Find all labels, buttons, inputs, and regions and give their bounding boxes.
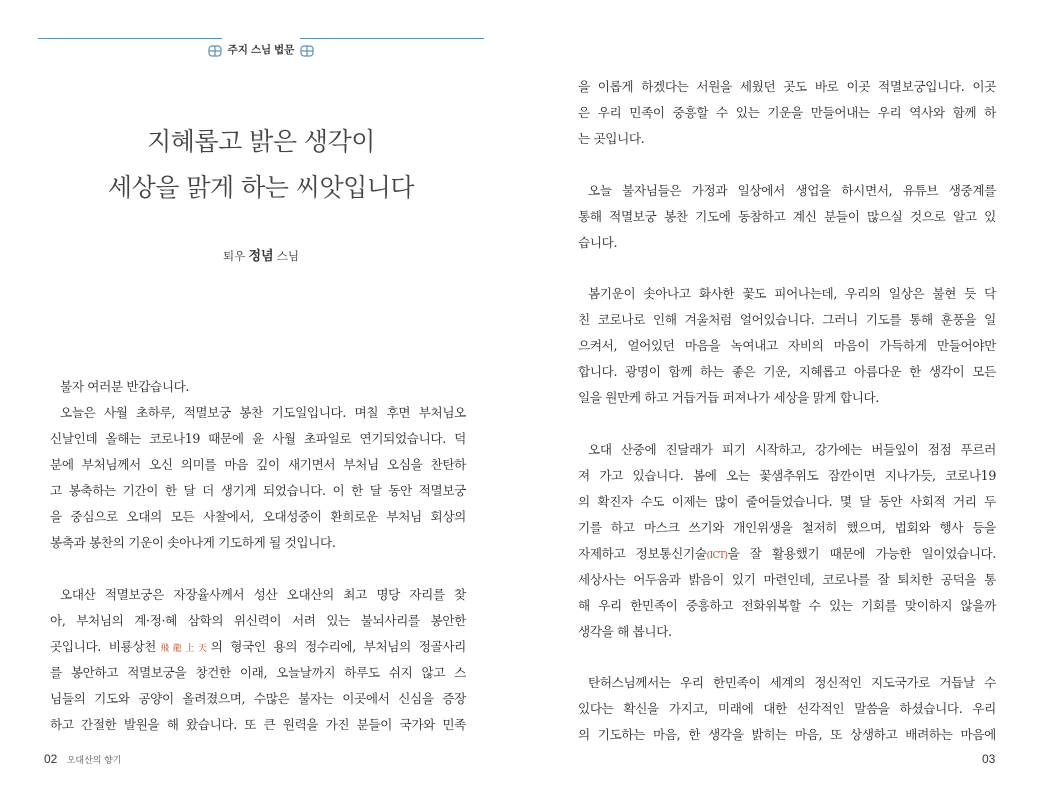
text-line: 신날인데 올해는 코로나19 때문에 윤 사월 초파일로 연기되었습니다. 덕 [50, 431, 466, 446]
lotus-ornament-icon [300, 43, 314, 57]
text-line: 기를 하고 마스크 쓰기와 개인위생을 철저히 했으며, 법회와 행사 등을 [578, 519, 996, 535]
left-column [50, 374, 466, 738]
text-line: 의 확진자 수도 이제는 많이 줄어들었습니다. 몇 달 동안 사회적 거리 두 [578, 493, 996, 509]
text-line-with-hanja: 곳입니다. 비룡상천飛龍上天의 형국인 용의 정수리에, 부처님의 정골사리 [50, 638, 466, 654]
text-line: 합니다. 광명이 함께 하는 좋은 기운, 지혜롭고 아름다운 한 생각이 모든 [578, 364, 996, 379]
author-prefix: 퇴우 [223, 251, 246, 263]
section-label: 주지 스님 법문 [222, 32, 301, 57]
text-line: 통해 적멸보궁 봉찬 기도에 동참하고 계신 분들이 많으실 것으로 알고 있 [578, 208, 996, 224]
text-line: 봄기운이 솟아나고 화사한 꽃도 피어나는데, 우리의 일상은 불현 듯 닥 [588, 286, 996, 301]
text-line: 오대산 적멸보궁은 자장율사께서 성산 오대산의 최고 명당 자리를 찾 [60, 586, 466, 602]
publication-name: 오대산의 향기 [66, 755, 122, 765]
text-line: 으켜서, 얼어있던 마음을 녹여내고 자비의 마음이 가득하게 만들어야만 [578, 338, 996, 353]
text-line: 생각을 해 봅니다. [578, 623, 672, 639]
text-line: 있다는 확신을 가지고, 미래에 대한 선각적인 말씀을 하셨습니다. 우리 [578, 701, 996, 716]
text-line: 님들의 기도와 공양이 올려졌으며, 수많은 불자는 이곳에서 신심을 증장 [50, 690, 466, 706]
text-line: 는 곳입니다. [578, 131, 645, 146]
text-line: 오대 산중에 진달래가 피기 시작하고, 강가에는 버들잎이 점점 푸르러 [588, 441, 996, 457]
text-line: 오늘 불자님들은 가정과 일상에서 생업을 하시면서, 유튜브 생중계를 [588, 182, 996, 198]
text-line: 고 봉축하는 기간이 한 달 더 생기게 되었습니다. 이 한 달 동안 적멸보궁 [50, 483, 466, 498]
text-line: 은 우리 민족이 중흥할 수 있는 기운을 만들어내는 우리 역사와 함께 하 [578, 105, 996, 120]
text-line: 세상사는 어두움과 밝음이 있기 마련인데, 코로나를 잘 퇴치한 공덕을 통 [578, 571, 996, 587]
title-line-1: 지혜롭고 밝은 생각이 [147, 127, 375, 156]
text-line: 을 이롭게 하겠다는 서원을 세웠던 곳도 바로 이곳 적멸보궁입니다. 이곳 [578, 79, 996, 94]
text-line: 아, 부처님의 계·정·혜 삼학의 위신력이 서려 있는 불뇌사리를 봉안한 [50, 612, 466, 628]
left-footer [44, 752, 121, 766]
text-line: 습니다. [578, 234, 618, 250]
author-byline [38, 245, 484, 264]
author-name: 정념 [248, 248, 274, 263]
text-line: 오늘은 사월 초하루, 적멸보궁 봉찬 기도일입니다. 며칠 후면 부처님오 [60, 405, 466, 420]
section-header [38, 30, 484, 58]
title-line-2: 세상을 맑게 하는 씨앗입니다 [107, 173, 415, 202]
text-line: 해 우리 한민족이 중흥하고 전화위복할 수 있는 기회를 맞이하지 않을까 [578, 597, 996, 613]
right-page-number: 03 [982, 752, 996, 766]
text-line: 봉축과 봉찬의 기운이 솟아나게 기도하게 될 것입니다. [50, 535, 336, 550]
text-line: 를 봉안하고 적멸보궁을 창건한 이래, 오늘날까지 하루도 쉬지 않고 스 [50, 664, 466, 680]
abbr-annotation: (ICT) [706, 550, 728, 561]
left-page-number: 02 [44, 752, 58, 766]
text-line: 져 가고 있습니다. 봄에 오는 꽃샘추위도 잠깐이면 지나가듯, 코로나19 [578, 467, 996, 483]
right-footer [982, 752, 995, 766]
greeting-line: 불자 여러분 반갑습니다. [60, 379, 190, 394]
hanja-annotation: 飛龍上天 [155, 643, 211, 654]
text-line-with-abbr: 자제하고 정보통신기술(ICT)을 잘 활용했기 때문에 가능한 일이었습니다. [578, 545, 996, 561]
text-line: 탄허스님께서는 우리 한민족이 세계의 정신적인 지도국가로 거듭날 수 [588, 675, 996, 690]
text-line: 을 중심으로 오대의 모든 사찰에서, 오대성중이 환희로운 부처님 회상의 [50, 509, 466, 524]
text-line: 친 코로나로 인해 겨울처럼 얼어있습니다. 그러니 기도를 통해 훈풍을 일 [578, 312, 996, 327]
text-line: 의 기도하는 마음, 한 생각을 밝히는 마음, 또 상생하고 배려하는 마음에 [578, 727, 996, 742]
author-suffix: 스님 [276, 251, 299, 263]
text-line: 하고 간절한 발원을 해 왔습니다. 또 큰 원력을 가진 분들이 국가와 민족 [50, 716, 466, 732]
right-column [578, 74, 996, 748]
text-line: 분에 부처님께서 오신 의미를 마음 깊이 새기면서 부처님 오심을 찬탄하 [50, 457, 466, 472]
text-line: 일을 원만케 하고 거듭거듭 퍼져나가 세상을 맑게 합니다. [578, 390, 879, 405]
lotus-ornament-icon [208, 43, 222, 57]
